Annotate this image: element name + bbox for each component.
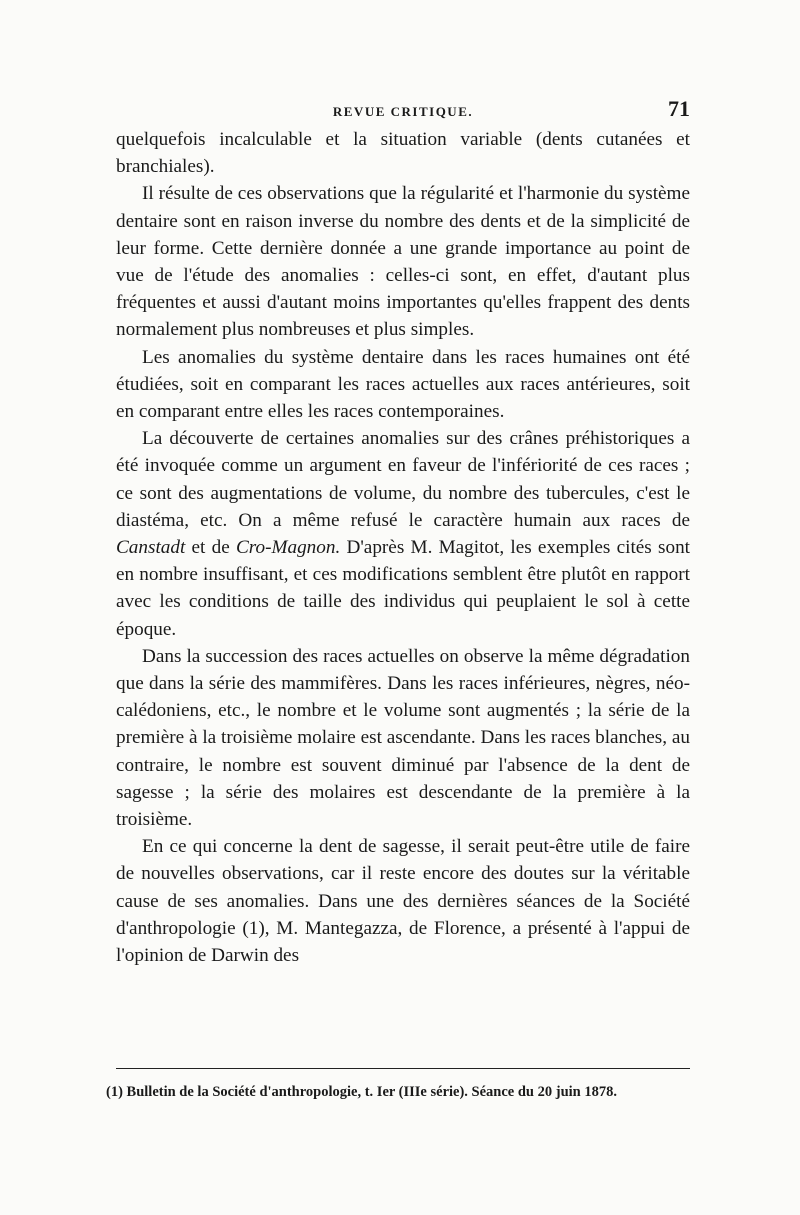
paragraph-5: Dans la succession des races actuelles on observe la même dégradation que dans la série des mammifères. Dans les races inférieures, nègres, néo-calédoniens, etc., le nombre et le volume sont augmentés ; la série de la première à la troisième molaire est ascendante. Dans les races blanches, au contraire, le nombre est souvent diminué par l'absence de la dent de sagesse ; la série des molaires est descendante de la première à la troisième. [116,645,690,831]
italic-canstadt: Canstadt [116,537,186,559]
page-header [116,92,690,128]
paragraph-4 [116,425,690,643]
paragraph-1: quelquefois incalculable et la situation variable (dents cutanées et branchiales). [116,129,690,178]
paragraph-6: En ce qui concerne la dent de sagesse, il serait peut-être utile de faire de nouvelles observations, car il reste encore des doutes sur la véritable cause de ses anomalies. Dans une des dernières séances de la Société d'anthropologie (1), M. Mantegazza, de Florence, a présenté à l'appui de l'opinion de Darwin des [116,836,690,967]
page-number: 71 [668,96,690,121]
footnote-rule [116,1068,690,1069]
footnote: (1) Bulletin de la Société d'anthropologie, t. Ier (IIIe série). Séance du 20 juin 1878. [106,1084,617,1100]
paragraph-4-part-c: D'après M. Magitot, les exemples cités sont en nombre insuffisant, et ces modifications semblent être plutôt en rapport avec les conditions de taille des individus qui peuplaient le sol à cette époque. [116,537,690,640]
paragraph-4-part-b: et de [185,537,236,559]
paragraph-3: Les anomalies du système dentaire dans les races humaines ont été étudiées, soit en comparant les races actuelles aux races antérieures, soit en comparant entre elles les races contemporaines. [116,346,690,423]
running-head: REVUE CRITIQUE. [332,104,474,119]
paragraph-4-part-a: La découverte de certaines anomalies sur des crânes préhistoriques a été invoquée comme un argument en faveur de l'infériorité de ces races ; ce sont des augmentations de volume, du nombre des tubercules, c'est le diastéma, etc. On a même refusé le caractère humain aux races de [116,428,690,531]
paragraph-2: Il résulte de ces observations que la régularité et l'harmonie du système dentaire sont en raison inverse du nombre des dents et de la simplicité de leur forme. Cette dernière donnée a une grande importance au point de vue de l'étude des anomalies : celles-ci sont, en effet, d'autant plus fréquentes et aussi d'autant moins importantes qu'elles frappent des dents normalement plus nombreuses et plus simples. [116,183,690,341]
italic-cro-magnon: Cro-Magnon. [235,537,341,559]
body-text [116,126,690,969]
